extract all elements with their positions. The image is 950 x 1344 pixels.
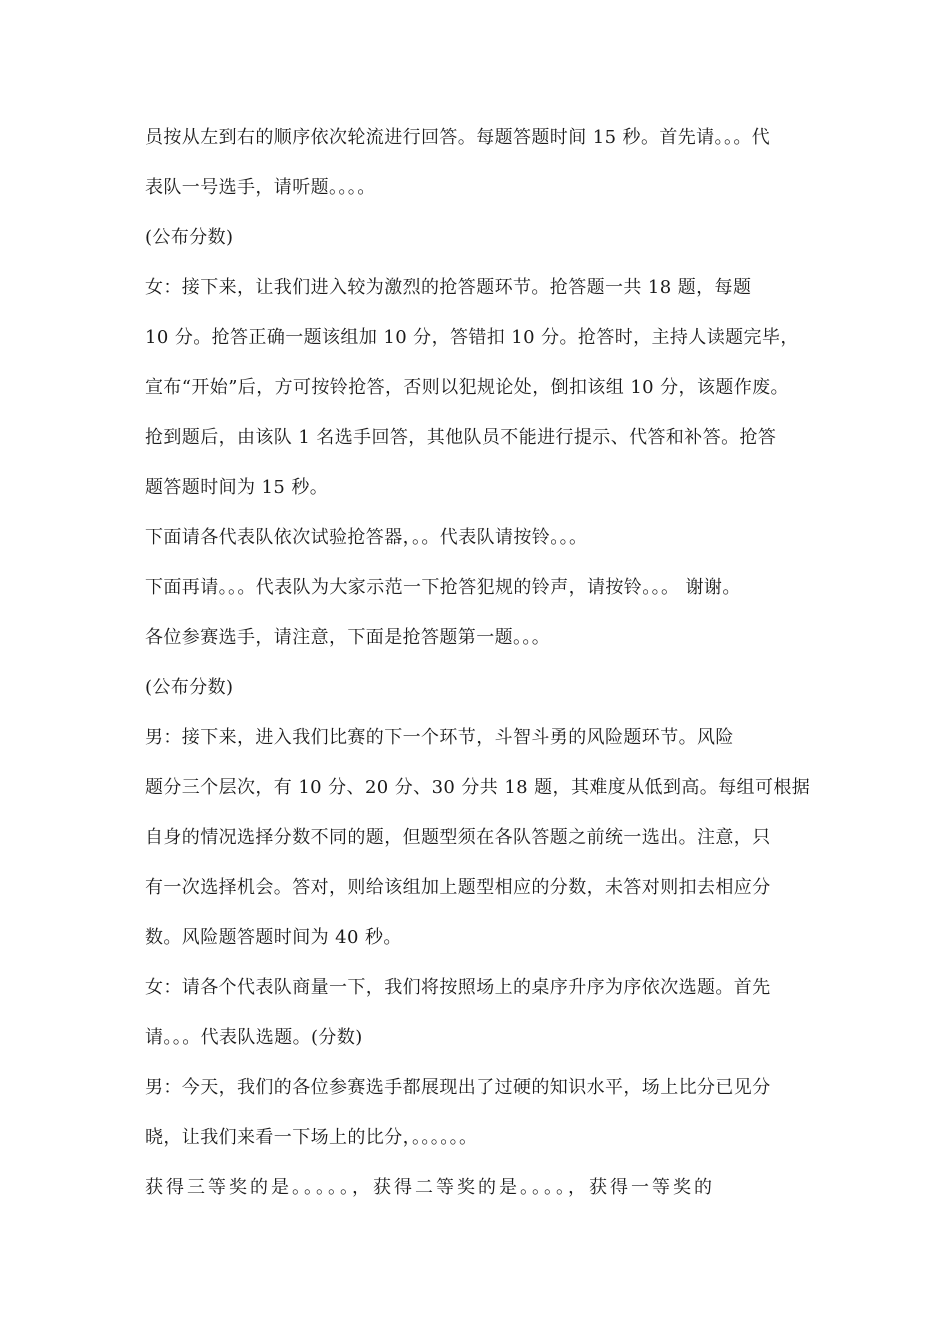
- text-line: 女：接下来，让我们进入较为激烈的抢答题环节。抢答题一共 18 题，每题: [145, 277, 752, 298]
- text-line: 宣布“开始”后，方可按铃抢答，否则以犯规论处，倒扣该组 10 分，该题作废。: [145, 377, 789, 398]
- text-line: 各位参赛选手，请注意，下面是抢答题第一题。。。: [145, 627, 551, 648]
- text-line: 员按从左到右的顺序依次轮流进行回答。每题答题时间 15 秒。首先请。。。代: [145, 127, 771, 148]
- text-line: 请。。。代表队选题。(分数): [145, 1027, 363, 1048]
- text-line: 抢到题后，由该队 1 名选手回答，其他队员不能进行提示、代答和补答。抢答: [145, 427, 777, 448]
- text-line: 10 分。抢答正确一题该组加 10 分，答错扣 10 分。抢答时，主持人读题完毕，: [145, 327, 799, 348]
- text-line: 有一次选择机会。答对，则给该组加上题型相应的分数，未答对则扣去相应分: [145, 877, 771, 898]
- text-line: 题分三个层次，有 10 分、20 分、30 分共 18 题，其难度从低到高。每组可根据: [145, 777, 811, 798]
- text-line: 题答题时间为 15 秒。: [145, 477, 329, 498]
- text-line: 男：今天，我们的各位参赛选手都展现出了过硬的知识水平，场上比分已见分: [145, 1077, 771, 1098]
- text-line: 表队一号选手，请听题。。。。: [145, 177, 376, 198]
- text-line: 晓，让我们来看一下场上的比分，。。。。。。: [145, 1127, 478, 1148]
- text-line: 下面请各代表队依次试验抢答器，。。代表队请按铃。。。: [145, 527, 588, 548]
- text-line: 男：接下来，进入我们比赛的下一个环节，斗智斗勇的风险题环节。风险: [145, 727, 734, 748]
- text-line: 数。风险题答题时间为 40 秒。: [145, 927, 402, 948]
- text-line: (公布分数): [145, 227, 234, 248]
- text-line: 获得三等奖的是。。。。。，获得二等奖的是。。。。，获得一等奖的: [145, 1177, 715, 1198]
- text-line: (公布分数): [145, 677, 234, 698]
- text-line: 下面再请。。。代表队为大家示范一下抢答犯规的铃声，请按铃。。。 谢谢。: [145, 577, 741, 598]
- text-line: 自身的情况选择分数不同的题，但题型须在各队答题之前统一选出。注意，只: [145, 827, 771, 848]
- text-line: 女：请各个代表队商量一下，我们将按照场上的桌序升序为序依次选题。首先: [145, 977, 771, 998]
